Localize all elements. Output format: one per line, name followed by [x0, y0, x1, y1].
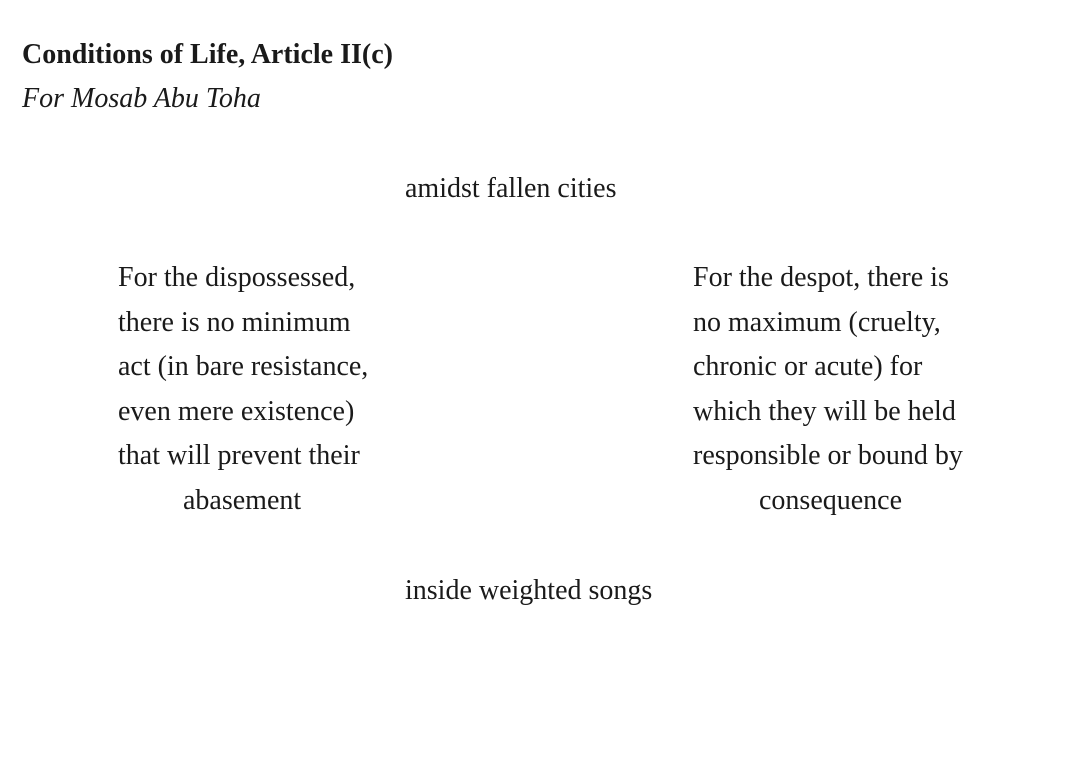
right-stanza-line: responsible or bound by	[693, 440, 963, 472]
poem-title: Conditions of Life, Article II(c)	[22, 39, 393, 70]
right-stanza-line: chronic or acute) for	[693, 351, 923, 383]
left-stanza-line: act (in bare resistance,	[118, 351, 369, 383]
right-stanza-line: consequence	[759, 484, 903, 516]
left-stanza-line: abasement	[183, 484, 302, 516]
left-stanza-line: For the dispossessed,	[118, 262, 356, 293]
poem-dedication: For Mosab Abu Toha	[22, 83, 261, 114]
right-stanza-line: For the despot, there is	[693, 262, 949, 293]
left-stanza	[118, 256, 368, 524]
center-line-bottom: inside weighted songs	[405, 575, 653, 606]
center-line-top: amidst fallen cities	[405, 173, 617, 204]
right-stanza	[693, 256, 963, 524]
right-stanza-line: which they will be held	[693, 395, 956, 427]
right-stanza-line: no maximum (cruelty,	[693, 306, 941, 338]
left-stanza-line: even mere existence)	[118, 395, 355, 427]
left-stanza-line: that will prevent their	[118, 440, 360, 472]
left-stanza-line: there is no minimum	[118, 306, 351, 338]
